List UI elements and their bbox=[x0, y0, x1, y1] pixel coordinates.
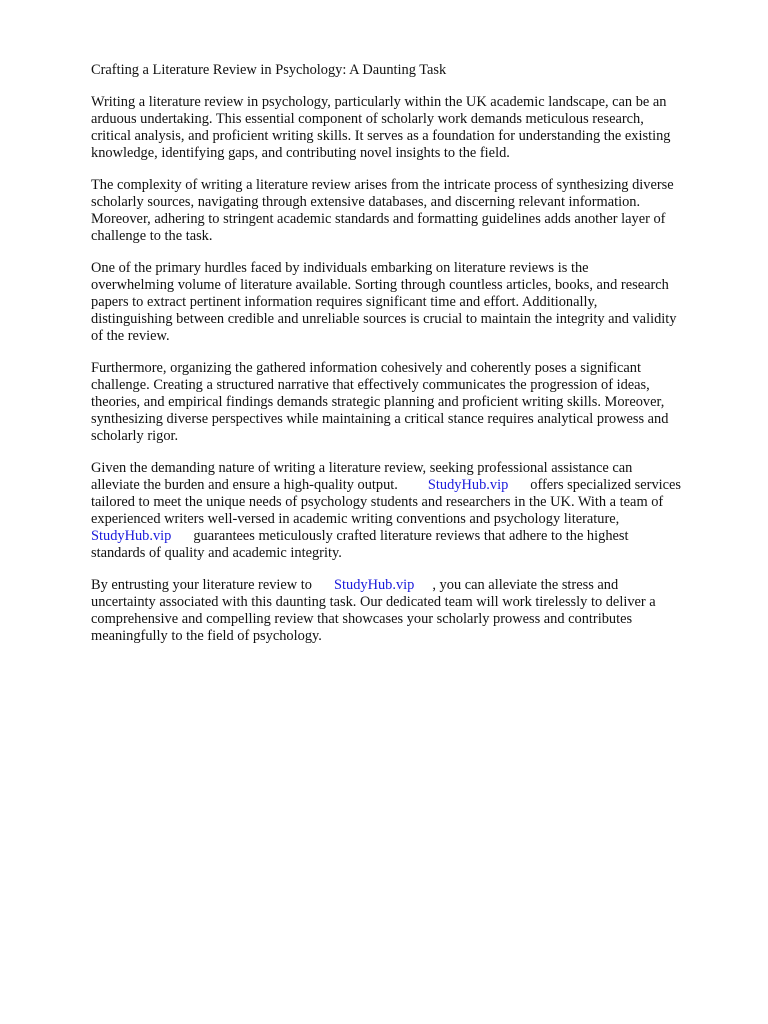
paragraph-text: offers specialized services bbox=[530, 477, 682, 493]
paragraph-line: comprehensive and compelling review that showcases your scholarly prowess and contributes bbox=[91, 611, 633, 627]
paragraph-3 bbox=[91, 260, 731, 345]
paragraph-6 bbox=[91, 577, 731, 645]
paragraph-line bbox=[91, 477, 731, 494]
studyhub-link[interactable]: StudyHub.vip bbox=[91, 528, 172, 544]
paragraph-line: standards of quality and academic integrity. bbox=[91, 545, 342, 561]
paragraph-line: arduous undertaking. This essential component of scholarly work demands meticulous research, bbox=[91, 111, 644, 127]
paragraph-text: By entrusting your literature review to bbox=[91, 577, 312, 593]
paragraph-line: theories, and empirical findings demands strategic planning and proficient writing skills. Moreover, bbox=[91, 394, 665, 410]
paragraph-5 bbox=[91, 460, 731, 562]
paragraph-line: Given the demanding nature of writing a literature review, seeking professional assistance can bbox=[91, 460, 633, 476]
paragraph-line: of the review. bbox=[91, 328, 170, 344]
paragraph-line: Furthermore, organizing the gathered information cohesively and coherently poses a significant bbox=[91, 360, 642, 376]
document-page bbox=[91, 62, 731, 660]
paragraph-line: scholarly rigor. bbox=[91, 428, 179, 444]
document-title: Crafting a Literature Review in Psychology: A Daunting Task bbox=[91, 62, 447, 78]
paragraph-line: Moreover, adhering to stringent academic standards and formatting guidelines adds another layer of bbox=[91, 211, 666, 227]
paragraph-line: synthesizing diverse perspectives while maintaining a critical stance requires analytical prowess and bbox=[91, 411, 669, 427]
paragraph-line: tailored to meet the unique needs of psychology students and researchers in the UK. With a team of bbox=[91, 494, 664, 510]
paragraph-4 bbox=[91, 360, 731, 445]
paragraph-line: overwhelming volume of literature available. Sorting through countless articles, books, and research bbox=[91, 277, 669, 293]
paragraph-text: , you can alleviate the stress and bbox=[432, 577, 619, 593]
paragraph-line: experienced writers well-versed in academic writing conventions and psychology literature, bbox=[91, 511, 620, 527]
paragraph-line: challenge. Creating a structured narrative that effectively communicates the progression of ideas, bbox=[91, 377, 650, 393]
studyhub-link[interactable]: StudyHub.vip bbox=[427, 477, 509, 493]
paragraph-1 bbox=[91, 94, 731, 162]
paragraph-line: The complexity of writing a literature review arises from the intricate process of synthesizing diverse bbox=[91, 177, 674, 193]
paragraph-text: alleviate the burden and ensure a high-quality output. bbox=[91, 477, 398, 493]
paragraph-line: meaningfully to the field of psychology. bbox=[91, 628, 322, 644]
paragraph-line: scholarly sources, navigating through extensive databases, and discerning relevant information. bbox=[91, 194, 641, 210]
paragraph-line bbox=[91, 577, 731, 594]
paragraph-line: knowledge, identifying gaps, and contributing novel insights to the field. bbox=[91, 145, 510, 161]
paragraph-2 bbox=[91, 177, 731, 245]
paragraph-line: Writing a literature review in psychology, particularly within the UK academic landscape, can be an bbox=[91, 94, 667, 110]
paragraph-line: challenge to the task. bbox=[91, 228, 213, 244]
paragraph-line: One of the primary hurdles faced by individuals embarking on literature reviews is the bbox=[91, 260, 589, 276]
paragraph-line: papers to extract pertinent information requires significant time and effort. Additionally, bbox=[91, 294, 598, 310]
paragraph-line: critical analysis, and proficient writing skills. It serves as a foundation for understanding the existing bbox=[91, 128, 671, 144]
paragraph-text: guarantees meticulously crafted literature reviews that adhere to the highest bbox=[193, 528, 629, 544]
paragraph-line: distinguishing between credible and unreliable sources is crucial to maintain the integrity and validity bbox=[91, 311, 677, 327]
paragraph-line bbox=[91, 528, 731, 545]
studyhub-link[interactable]: StudyHub.vip bbox=[334, 577, 415, 593]
paragraph-line: uncertainty associated with this daunting task. Our dedicated team will work tirelessly to deliver a bbox=[91, 594, 656, 610]
